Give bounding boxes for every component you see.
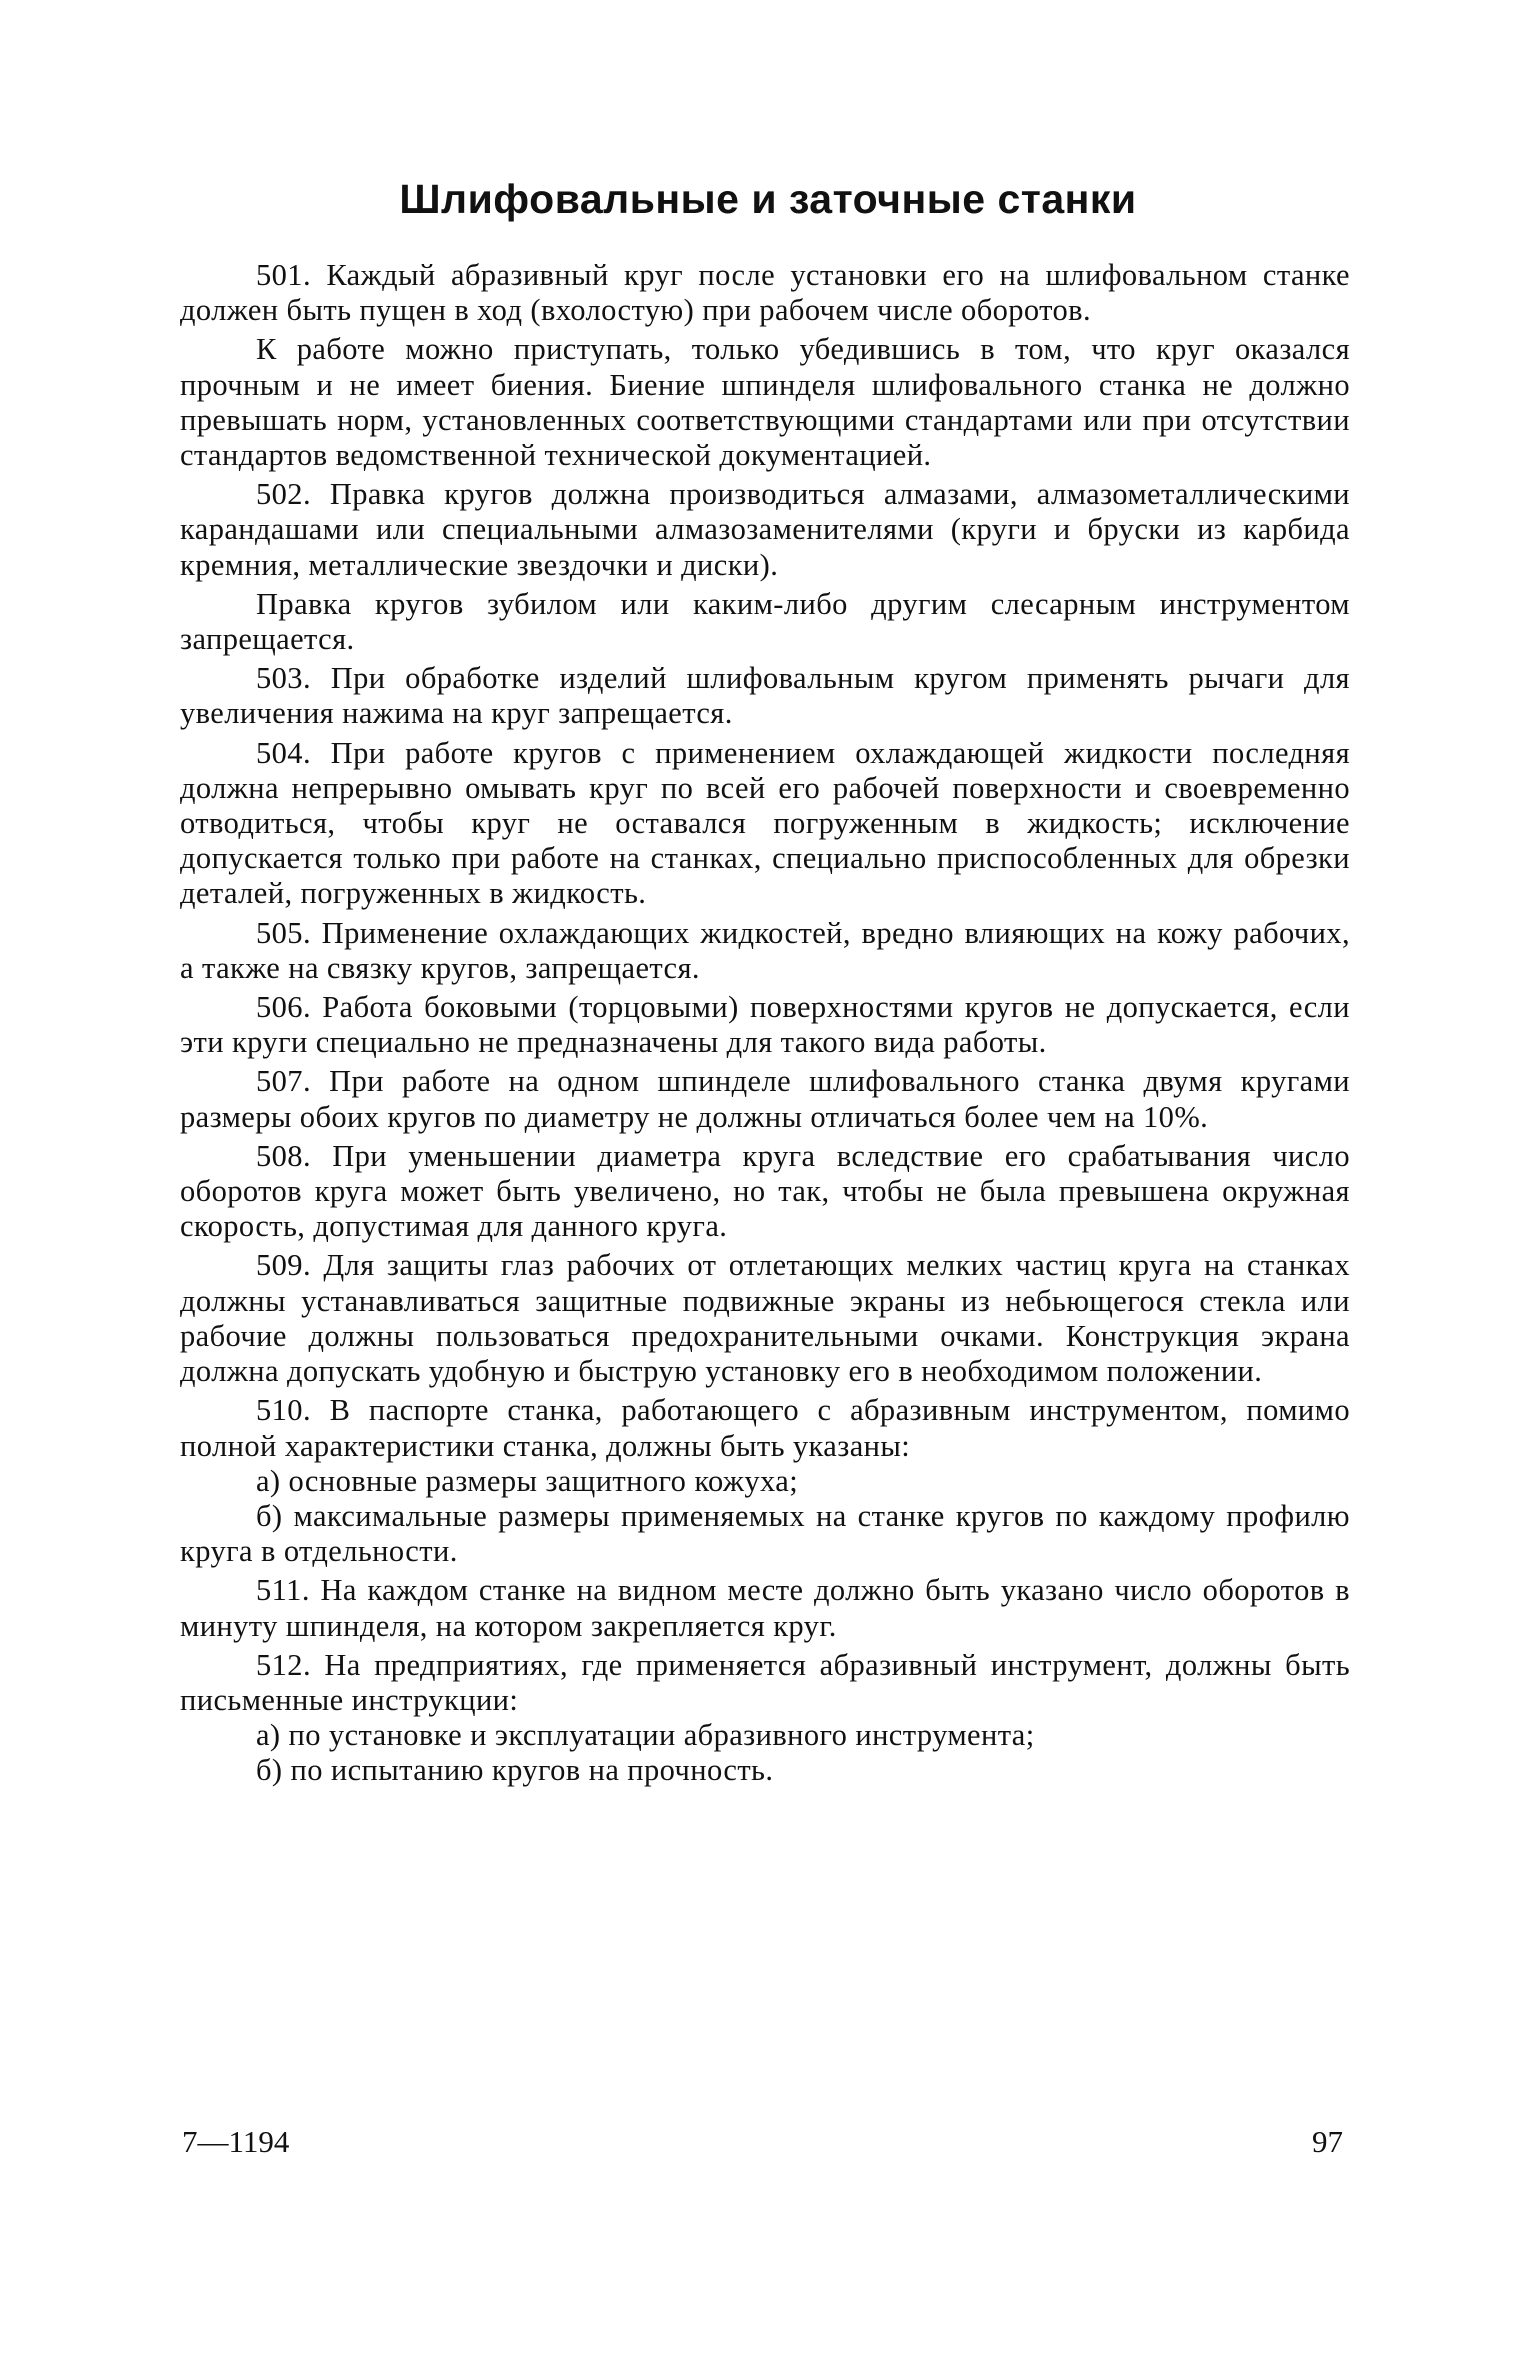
clause-number: 510. (256, 1393, 311, 1428)
paragraph-502 (180, 477, 1350, 583)
paragraph-text: На предприятиях, где применяется абразивный инструмент, должны быть письменные инструкции: (180, 1647, 1351, 1717)
page-title: Шлифовальные и заточные станки (399, 176, 1137, 222)
clause-number: 509. (256, 1248, 311, 1283)
paragraph-text: При работе кругов с применением охлаждающей жидкости последняя должна непрерывно омывать круг по всей его рабочей поверхности и своевременно отводиться, чтобы круг не оставался погруженным в жидкость; исключение допускается только при работе на станках, специально приспособленных для обрезки деталей, погруженных в жидкость. (180, 735, 1350, 911)
clause-number: 507. (256, 1064, 311, 1099)
paragraph-509 (180, 1248, 1350, 1389)
paragraph-text: Применение охлаждающих жидкостей, вредно влияющих на кожу рабочих, а также на связку кругов, запрещается. (180, 915, 1350, 985)
body-text (180, 258, 1350, 1789)
clause-number: 504. (256, 735, 311, 770)
paragraph-507 (180, 1064, 1350, 1134)
paragraph-511 (180, 1573, 1350, 1643)
page-number: 97 (1312, 2124, 1343, 2159)
paragraph-text: К работе можно приступать, только убедившись в том, что круг оказался прочным и не имеет биения. Биение шпинделя шлифовального станка не должно превышать норм, установленных соответствующими стандартами или при отсутствии стандартов ведомственной технической документацией. (180, 332, 1350, 473)
paragraph-text: При уменьшении диаметра круга вследствие его срабатывания число оборотов круга может быть увеличено, но так, чтобы не была превышена окружная скорость, допустимая для данного круга. (180, 1138, 1350, 1244)
paragraph-text: Каждый абразивный круг после установки его на шлифовальном станке должен быть пущен в ход (вхолостую) при рабочем числе оборотов. (180, 258, 1350, 328)
paragraph-512 (180, 1648, 1350, 1718)
paragraph-501-cont (180, 332, 1350, 473)
paragraph-text: В паспорте станка, работающего с абразивным инструментом, помимо полной характеристики станка, должны быть указаны: (180, 1393, 1351, 1463)
clause-number: 501. (256, 258, 311, 292)
clause-number: 502. (256, 477, 311, 512)
list-item-512-a (180, 1718, 1350, 1753)
printer-signature: 7—1194 (182, 2124, 290, 2159)
paragraph-501 (180, 258, 1350, 328)
paragraph-508 (180, 1139, 1350, 1245)
paragraph-text: б) максимальные размеры применяемых на станке кругов по каждому профилю круга в отдельности. (180, 1498, 1350, 1569)
list-item-510-a (180, 1464, 1350, 1499)
paragraph-505 (180, 916, 1350, 986)
paragraph-text: При работе на одном шпинделе шлифовального станка двумя кругами размеры обоих кругов по диаметру не должны отличаться более чем на 10%. (180, 1064, 1350, 1134)
paragraph-text: б) по испытанию кругов на прочность. (256, 1753, 774, 1788)
clause-number: 505. (256, 915, 311, 950)
clause-number: 512. (256, 1647, 311, 1682)
paragraph-text: На каждом станке на видном месте должно быть указано число оборотов в минуту шпинделя, на котором закрепляется круг. (180, 1573, 1350, 1643)
list-item-510-b (180, 1499, 1350, 1569)
paragraph-text: Правка кругов зубилом или каким-либо другим слесарным инструментом запрещается. (180, 586, 1350, 657)
paragraph-text: Для защиты глаз рабочих от отлетающих мелких частиц круга на станках должны устанавливаться защитные подвижные экраны из небьющегося стекла или рабочие должны пользоваться предохранительными очками. Конструкция экрана должна допускать удобную и быструю установку его в необходимом положении. (180, 1248, 1350, 1389)
clause-number: 511. (256, 1573, 310, 1608)
paragraph-text: Работа боковыми (торцовыми) поверхностями кругов не допускается, если эти круги специально не предназначены для такого вида работы. (180, 990, 1350, 1060)
paragraph-text: а) основные размеры защитного кожуха; (256, 1463, 799, 1498)
paragraph-502-cont (180, 587, 1350, 657)
paragraph-text: При обработке изделий шлифовальным кругом применять рычаги для увеличения нажима на круг запрещается. (180, 661, 1350, 731)
paragraph-510 (180, 1393, 1350, 1463)
paragraph-503 (180, 661, 1350, 731)
clause-number: 508. (256, 1138, 311, 1173)
paragraph-506 (180, 990, 1350, 1060)
paragraph-504 (180, 736, 1350, 912)
list-item-512-b (180, 1753, 1350, 1788)
clause-number: 503. (256, 661, 311, 696)
paragraph-text: а) по установке и эксплуатации абразивного инструмента; (256, 1718, 1035, 1753)
paragraph-text: Правка кругов должна производиться алмазами, алмазометаллическими карандашами или специальными алмазозаменителями (круги и бруски из карбида кремния, металлические звездочки и диски). (180, 477, 1350, 582)
clause-number: 506. (256, 990, 311, 1025)
